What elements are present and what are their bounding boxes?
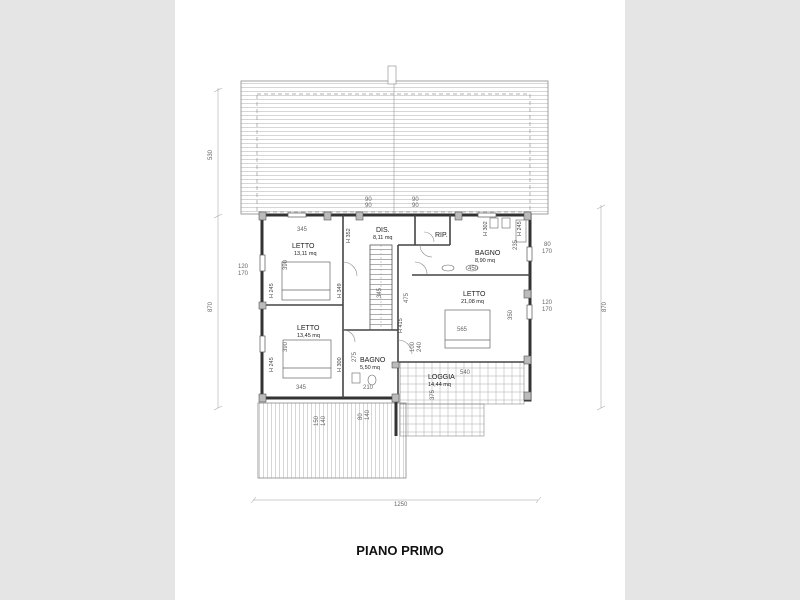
- page-title: PIANO PRIMO: [356, 543, 444, 558]
- dim-int-375: 375: [430, 389, 436, 400]
- dim-h-245c: H 245: [517, 221, 523, 236]
- dim-top-90a: 90: [365, 197, 372, 203]
- room-name: LETTO: [297, 325, 320, 332]
- dim-top-90c: 90: [412, 197, 419, 203]
- room-area: 8,90 mq: [475, 258, 495, 264]
- dim-bottom-140a: 140: [321, 415, 327, 426]
- room-letto-1-label: [292, 243, 317, 257]
- dim-win-right2-a: 120: [542, 300, 553, 306]
- room-name: LETTO: [463, 291, 486, 298]
- dim-h-245a: H 245: [269, 283, 275, 298]
- roof-terrace: [241, 66, 548, 214]
- room-name: RIP.: [435, 232, 448, 239]
- dim-int-565: 565: [457, 327, 468, 333]
- dim-h-349: H 349: [337, 283, 343, 298]
- room-area: 14,44 mq: [428, 382, 451, 388]
- terrace-bottom-left: [258, 403, 406, 478]
- dim-int-475: 475: [404, 292, 410, 303]
- room-bagno-2-label: [360, 357, 386, 371]
- room-name: LETTO: [292, 243, 315, 250]
- dim-int-350: 350: [508, 309, 514, 320]
- dim-door-240: 240: [417, 341, 423, 352]
- dim-right-main: 870: [602, 301, 608, 312]
- room-letto-2-label: [461, 291, 486, 305]
- dim-win-left-a: 120: [238, 264, 249, 270]
- dim-h-245b: H 245: [269, 357, 275, 372]
- dim-bottom-80: 80: [358, 413, 364, 420]
- dim-int-390a: 390: [283, 259, 289, 270]
- dim-int-450: 450: [468, 266, 479, 272]
- room-bagno-1-label: [475, 250, 501, 264]
- dim-win-right-b: 170: [542, 249, 553, 255]
- dim-h-300: H 300: [337, 357, 343, 372]
- dim-left-top: 530: [208, 149, 214, 160]
- bed-letto-1: [282, 262, 330, 300]
- room-name: LOGGIA: [428, 374, 455, 381]
- dim-overall-width: 1250: [394, 502, 408, 508]
- dim-win-right2-b: 170: [542, 307, 553, 313]
- staircase: [370, 245, 392, 330]
- room-area: 8,11 mq: [373, 235, 393, 241]
- bed-letto-2: [445, 310, 490, 348]
- room-area: 21,08 mq: [461, 299, 484, 305]
- dim-int-345c: 345: [377, 287, 383, 298]
- dim-door-100: 100: [410, 341, 416, 352]
- dim-int-345a: 345: [297, 227, 308, 233]
- room-name: BAGNO: [360, 357, 386, 364]
- dim-h-352: H 352: [346, 228, 352, 243]
- dim-top-90d: 90: [412, 203, 419, 209]
- bed-letto-3: [283, 340, 331, 378]
- room-name: BAGNO: [475, 250, 501, 257]
- dim-int-540: 540: [460, 370, 471, 376]
- dim-int-275: 275: [352, 351, 358, 362]
- dim-top-90b: 90: [365, 203, 372, 209]
- room-dis-label: [373, 227, 392, 241]
- dim-int-235: 235: [513, 239, 519, 250]
- dim-win-right-a: 80: [544, 242, 551, 248]
- dim-h-302: H 302: [483, 221, 489, 236]
- dim-bottom-140b: 140: [365, 409, 371, 420]
- room-area: 13,11 mq: [294, 251, 317, 257]
- dim-bottom-150: 150: [314, 415, 320, 426]
- dim-win-left-b: 170: [238, 271, 249, 277]
- dim-h-415: H 415: [398, 318, 404, 333]
- room-letto-3-label: [297, 325, 320, 339]
- room-area: 13,45 mq: [297, 333, 320, 339]
- dim-int-390b: 390: [283, 341, 289, 352]
- room-area: 5,50 mq: [360, 365, 380, 371]
- dim-int-345b: 345: [296, 385, 307, 391]
- dim-int-210: 210: [363, 385, 374, 391]
- room-name: DIS.: [376, 227, 390, 234]
- dim-left-main: 870: [208, 301, 214, 312]
- room-rip-label: [435, 232, 448, 239]
